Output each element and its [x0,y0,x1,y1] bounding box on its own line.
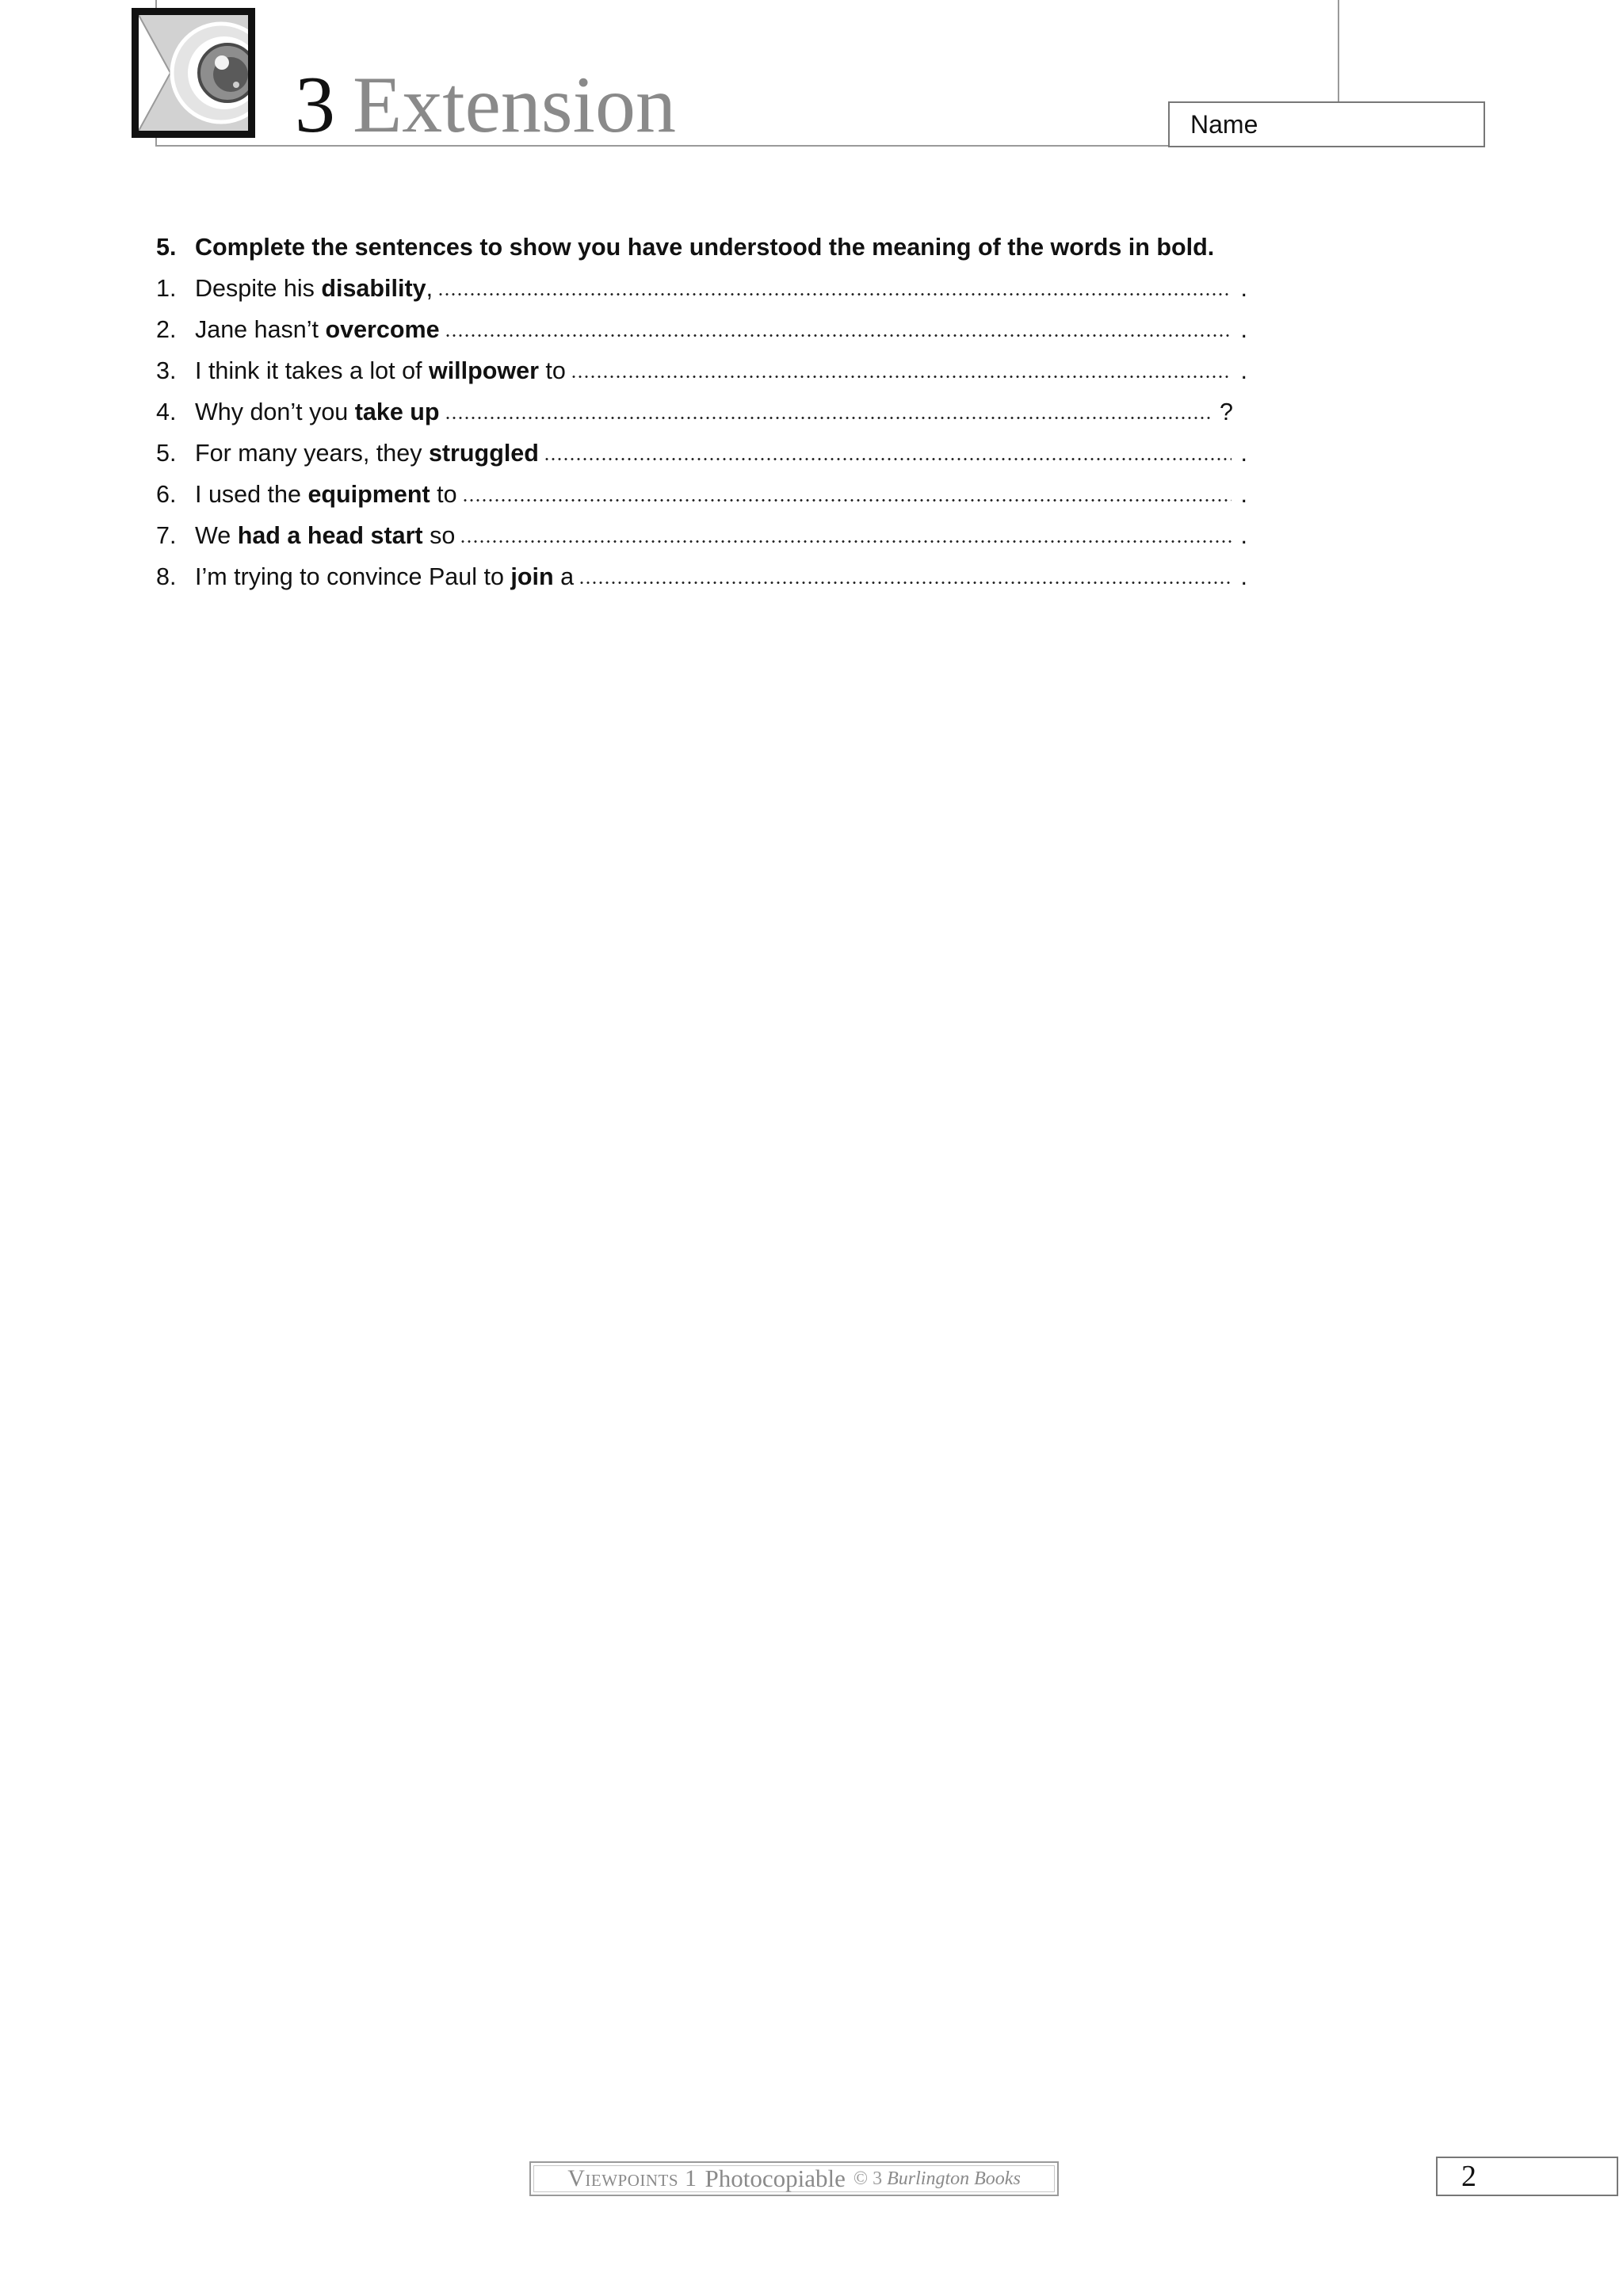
sentence-stem: Jane hasn’t overcome [195,315,440,343]
item-number: 8. [156,563,177,590]
answer-line[interactable] [579,582,1231,584]
end-punctuation: . [1240,315,1247,343]
page-title [295,60,676,150]
item-number: 6. [156,480,177,508]
answer-line[interactable] [437,293,1231,296]
item-number: 7. [156,521,177,549]
sentence-stem: For many years, they struggled [195,439,539,467]
answer-line[interactable] [460,540,1231,543]
end-punctuation: . [1240,439,1247,467]
copyright-mark: © 3 [853,2168,883,2189]
sentence [195,563,1247,591]
exercise-5 [156,227,1297,597]
sentence [195,522,1247,550]
bold-word: disability [321,274,426,302]
bold-word: take up [354,398,440,425]
answer-line[interactable] [445,417,1211,419]
sentence-stem: I used the equipment to [195,480,457,508]
list-item [156,309,1297,350]
sentence [195,481,1247,509]
list-item [156,433,1297,474]
bold-word: join [510,563,554,590]
end-punctuation: ? [1220,398,1233,425]
list-item [156,556,1297,597]
list-item [156,391,1297,433]
item-number: 5. [156,439,177,467]
series-name: Viewpoints 1 [567,2165,697,2191]
sentence [195,316,1247,344]
instruction-text: Complete the sentences to show you have understood the meaning of the words in bold. [195,233,1215,261]
sentence [195,275,1247,303]
answer-line[interactable] [445,334,1232,337]
unit-number: 3 [295,60,335,150]
sentence-stem: I’m trying to convince Paul to join a [195,563,575,590]
sentence [195,440,1247,467]
eye-lens-icon [132,8,255,138]
sentence [195,357,1247,385]
end-punctuation: . [1240,563,1247,590]
exercise-number: 5. [156,233,177,261]
publisher-name: Burlington Books [887,2168,1021,2189]
exercise-instruction [156,227,1297,268]
unit-title: Extension [353,60,676,150]
bold-word: equipment [307,480,430,508]
item-number: 4. [156,398,177,425]
sentence [195,399,1233,426]
page-number: 2 [1436,2157,1618,2196]
list-item [156,268,1297,309]
end-punctuation: . [1240,274,1247,302]
bold-word: had a head start [237,521,423,549]
bold-word: struggled [428,439,539,467]
item-number: 2. [156,315,177,343]
name-field[interactable] [1168,101,1485,147]
item-number: 3. [156,357,177,384]
answer-line[interactable] [544,458,1232,460]
list-item [156,474,1297,515]
end-punctuation: . [1240,357,1247,384]
sentence-stem: We had a head start so [195,521,456,549]
footer-credit [529,2161,1059,2196]
sentence-stem: Despite his disability, [195,274,433,302]
photocopiable-label: Photocopiable [705,2164,846,2192]
answer-line[interactable] [571,376,1232,378]
list-item [156,515,1297,556]
name-label: Name [1190,110,1258,139]
bold-word: willpower [428,357,539,384]
end-punctuation: . [1240,521,1247,549]
sentence-stem: Why don’t you take up [195,398,440,425]
list-item [156,350,1297,391]
answer-line[interactable] [462,499,1232,502]
end-punctuation: . [1240,480,1247,508]
sentence-stem: I think it takes a lot of willpower to [195,357,566,384]
bold-word: overcome [325,315,440,343]
item-number: 1. [156,274,177,302]
